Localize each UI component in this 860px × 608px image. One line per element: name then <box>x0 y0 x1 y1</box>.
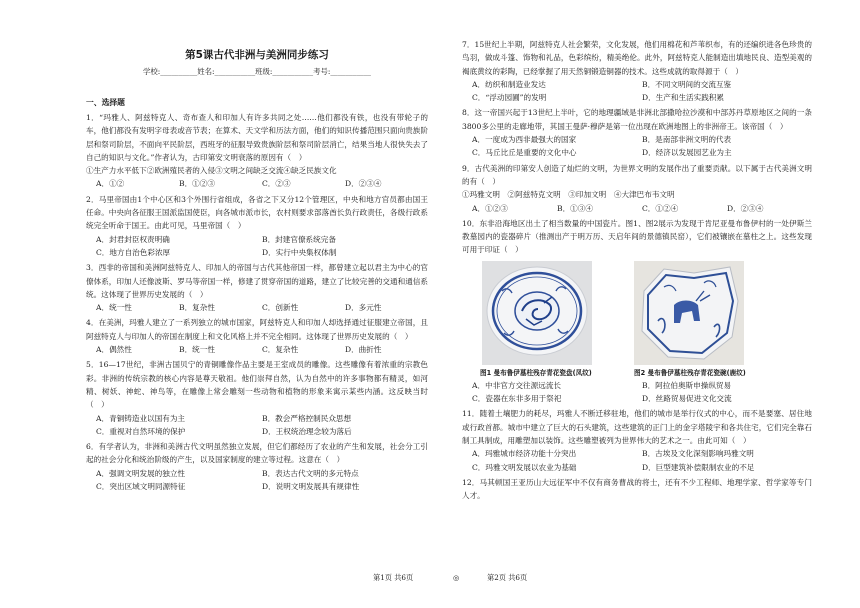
answer-options <box>86 177 428 190</box>
answer-option[interactable]: B．古埃及文化深刻影响玛雅文明 <box>642 449 754 459</box>
answer-option[interactable]: A．纺织和制造业发达 <box>472 79 546 89</box>
question-stem: 6．有学者认为，非洲和美洲古代文明虽然独立发展，但它们都经历了农业的产生和发展，社会分工引起的社会分化和统治阶级的产生，以及国家制度的建立等过程。这意在（ ） <box>86 442 428 465</box>
question-stem: 1．“玛雅人、阿兹特克人、奇布查人和印加人有许多共同之处……他们都没有铁，也没有带轮子的车，他们都没有发明字母表或音节表；在算术、天文学和历法方面，他们的知识传播范围只面向贵族阶层和祭司阶层，不面向平民阶层，西班牙的征服导致贵族阶层和祭司阶层消亡，结果当地人很快失去了自己的知识与文化。”作者认为，古印第安文明衰落的原因有（ ） <box>86 113 428 162</box>
question-stem: 5．16—17世纪，非洲古国贝宁的青铜雕像作品主要是王室成员的雕像。这些雕像有着浓重的宗教色彩。非洲的传统宗教的核心内容是尊天敬祖。他们崇拜自然，认为自然中的许多事物都有精灵，如河精、树妖、神蛇、神鸟等，在雕像上常会雕刻一些动物和植物的形象来寓示某些内涵。这反映当时（ ） <box>86 360 428 410</box>
answer-option[interactable]: C．“浮动园圃”的发明 <box>472 93 547 103</box>
answer-option[interactable]: B．统一性 <box>179 345 215 355</box>
answer-option[interactable]: A．青铜铸造业以国有为主 <box>96 413 186 423</box>
answer-option[interactable]: D．②③④ <box>345 179 382 189</box>
answer-option[interactable]: D．丝路贸易促进文化交流 <box>642 394 732 404</box>
left-column <box>86 0 428 493</box>
answer-option[interactable]: C．瓷器在东非多用于祭祀 <box>472 394 562 404</box>
figure-row <box>462 261 812 379</box>
answer-options <box>462 133 812 160</box>
answer-option[interactable]: A．①② <box>96 179 125 189</box>
answer-options <box>86 233 428 260</box>
answer-options <box>86 301 428 314</box>
right-column <box>462 0 812 502</box>
answer-option[interactable]: C．突出区域文明同源特征 <box>96 482 186 492</box>
question-list-left <box>86 111 428 493</box>
question-item <box>86 358 428 438</box>
answer-options <box>86 412 428 439</box>
student-info-line: 学校:__________姓名:___________班级:___________考号:___________ <box>143 67 371 76</box>
question-stem: 10．东非沿海地区出土了相当数量的中国瓷片。图1、图2展示为发现于肯尼亚曼布鲁伊村的一处伊斯兰教墓园内的瓷器碎片（推测出产于明万历、天启年间的景德镇民窑），它们被镶嵌在墓柱之上。这些发现可用于印证（ ） <box>462 218 812 255</box>
question-stem: 4．在美洲，玛雅人建立了一系列独立的城市国家，阿兹特克人和印加人却选择通过征服建立帝国，且阿兹特克人与印加人的帝国在制度上和文化风格上并不完全相同。这体现了世界历史发展的（ ） <box>86 318 428 341</box>
question-item <box>86 111 428 191</box>
footer-separator: ◎ <box>453 573 460 582</box>
answer-option[interactable]: D．生产和生活实践积累 <box>642 93 725 103</box>
question-stem: 2．马里帝国由1个中心区和3个外围行省组成，各省之下又分12个管理区，中央和地方官员都由国王任命。中央向各征服王国派监国使臣，向各城市派市长，农村则要求部落酋长负行政责任，各级行政系统完全听命于国王。由此可见，马里帝国（ ） <box>86 194 428 231</box>
question-item <box>462 162 812 215</box>
answer-option[interactable]: A．玛雅城市经济功能十分突出 <box>472 449 577 459</box>
footer-page-right: 第2页 共6页 <box>487 573 528 582</box>
question-statements: ①玛雅文明 ②阿兹特克文明 ③印加文明 ④大津巴布韦文明 <box>462 190 675 200</box>
answer-option[interactable]: B．表达古代文明的多元特点 <box>262 468 359 478</box>
answer-options <box>462 447 812 474</box>
question-item <box>86 193 428 259</box>
answer-option[interactable]: B．是南部非洲文明的代表 <box>642 135 732 145</box>
question-item <box>462 217 812 405</box>
figure-2-caption: 图2 曼布鲁伊墓柱残存青花瓷碗(鹿纹) <box>634 368 746 377</box>
answer-option[interactable]: B．①③④ <box>557 203 593 213</box>
answer-option[interactable]: D．王权统治理念较为落后 <box>262 426 352 436</box>
answer-option[interactable]: B．复杂性 <box>179 303 215 313</box>
question-item <box>86 261 428 314</box>
question-stem: 12．马其顿国王亚历山大远征军中不仅有商务曹战的将士，还有不少工程师、地理学家、哲学家等专门人才。 <box>462 477 812 501</box>
answer-option[interactable]: B．不同文明间的交流互鉴 <box>642 79 732 89</box>
answer-option[interactable]: C．地方自治色彩浓厚 <box>96 247 171 257</box>
answer-option[interactable]: D．曲折性 <box>345 345 382 355</box>
section-heading: 一、选择题 <box>86 98 125 107</box>
figure-1-caption: 图1 曼布鲁伊墓柱残存青花瓷盘(凤纹) <box>480 368 592 377</box>
porcelain-plate-image <box>482 261 592 365</box>
question-item <box>462 476 812 503</box>
answer-option[interactable]: D．经济以发展园艺业为主 <box>642 148 732 158</box>
answer-option[interactable]: D．多元性 <box>345 303 382 313</box>
question-list-right <box>462 38 812 502</box>
answer-option[interactable]: D．实行中央集权体制 <box>262 247 337 257</box>
question-item <box>462 38 812 104</box>
answer-option[interactable]: A．一度成为西非最强大的国家 <box>472 135 577 145</box>
question-item <box>86 440 428 493</box>
answer-option[interactable]: A．强调文明发展的独立性 <box>96 468 186 478</box>
answer-options <box>462 78 812 105</box>
answer-option[interactable]: D．说明文明发展具有规律性 <box>262 482 360 492</box>
answer-option[interactable]: C．复杂性 <box>262 345 299 355</box>
answer-options <box>462 202 812 215</box>
answer-option[interactable]: D．巨型建筑补偿限制农业的不足 <box>642 462 755 472</box>
answer-option[interactable]: C．重视对自然环境的保护 <box>96 426 186 436</box>
answer-options <box>86 343 428 356</box>
answer-option[interactable]: A．封君封臣权责明确 <box>96 234 170 244</box>
answer-option[interactable]: B．封建官僚系统完备 <box>262 234 336 244</box>
answer-options <box>462 379 812 406</box>
answer-option[interactable]: A．中非官方交往源远流长 <box>472 380 562 390</box>
answer-option[interactable]: C．②③ <box>262 179 291 189</box>
answer-option[interactable]: B．①②③ <box>179 179 215 189</box>
question-statements: ①生产力水平低下②欧洲殖民者的入侵③文明之间缺乏交流④缺乏民族文化 <box>86 166 337 176</box>
question-stem: 3．西非的帝国和美洲阿兹特克人、印加人的帝国与古代其他帝国一样，都曾建立起以君主为中心的官僚体系，印加人还像波斯、罗马等帝国一样，修建了贯穿帝国的道路，建立了比较完善的交通和通信系统。这体现了世界历史发展的（ ） <box>86 263 428 299</box>
answer-options <box>86 467 428 494</box>
page-title: 第5课古代非洲与美洲同步练习 <box>185 49 329 61</box>
question-item <box>86 316 428 356</box>
question-item <box>462 407 812 473</box>
answer-option[interactable]: C．创新性 <box>262 303 299 313</box>
answer-option[interactable]: A．①②③ <box>472 203 508 213</box>
answer-option[interactable]: B．阿拉伯奥斯申操纵贸易 <box>642 380 732 390</box>
answer-option[interactable]: A．统一性 <box>96 303 132 313</box>
porcelain-bowl-image <box>634 261 744 365</box>
question-stem: 8．这一帝国兴起于13世纪上半叶，它的地理疆域是非洲北部撒哈拉沙漠和中部苏丹草原地区之间的一条3800多公里的走廊地带，其国王曼萨·穆萨是第一位出现在欧洲地图上的非洲帝王。该帝国（ ） <box>462 108 812 131</box>
question-stem: 11．随着土壤肥力的耗尽，玛雅人不断迁移驻地，他们的城市是举行仪式的中心，而不是要塞、居住地或行政首都。城市中建立了巨大的石头建筑，这些建筑的正门上的金字塔陵宇和各共住宅，它们完全靠石制工具制成，用雕塑加以装饰。这些雕塑被列为世界伟大的艺术之一。由此可知（ ） <box>462 409 812 445</box>
footer-page-left: 第1页 共6页 <box>373 573 414 582</box>
answer-option[interactable]: D．②③④ <box>727 203 764 213</box>
answer-option[interactable]: C．玛雅文明发展以农业为基础 <box>472 462 577 472</box>
question-stem: 9．古代美洲的印第安人创造了灿烂的文明，为世界文明的发展作出了重要贡献。以下属于古代美洲文明的有（ ） <box>462 163 812 186</box>
answer-option[interactable]: B．教会严格控制民众思想 <box>262 413 352 423</box>
question-item <box>462 106 812 159</box>
answer-option[interactable]: A．偶然性 <box>96 345 132 355</box>
answer-option[interactable]: C．①②④ <box>642 203 679 213</box>
question-stem: 7．15世纪上半期，阿兹特克人社会繁荣，文化发展，他们用棉花和芦苇织布，有的还编织进各色珍贵的鸟羽，做成斗篷、饰物和礼品，色彩缤纷，精美绝伦。此外，阿兹特克人能制造出填地民良、造型美观的褐底黄纹的彩陶，已经掌握了用天然铜锻造铜器的技术。这些成就的取得源于（ ） <box>462 40 812 76</box>
answer-option[interactable]: C．马丘比丘是重要的文化中心 <box>472 148 577 158</box>
